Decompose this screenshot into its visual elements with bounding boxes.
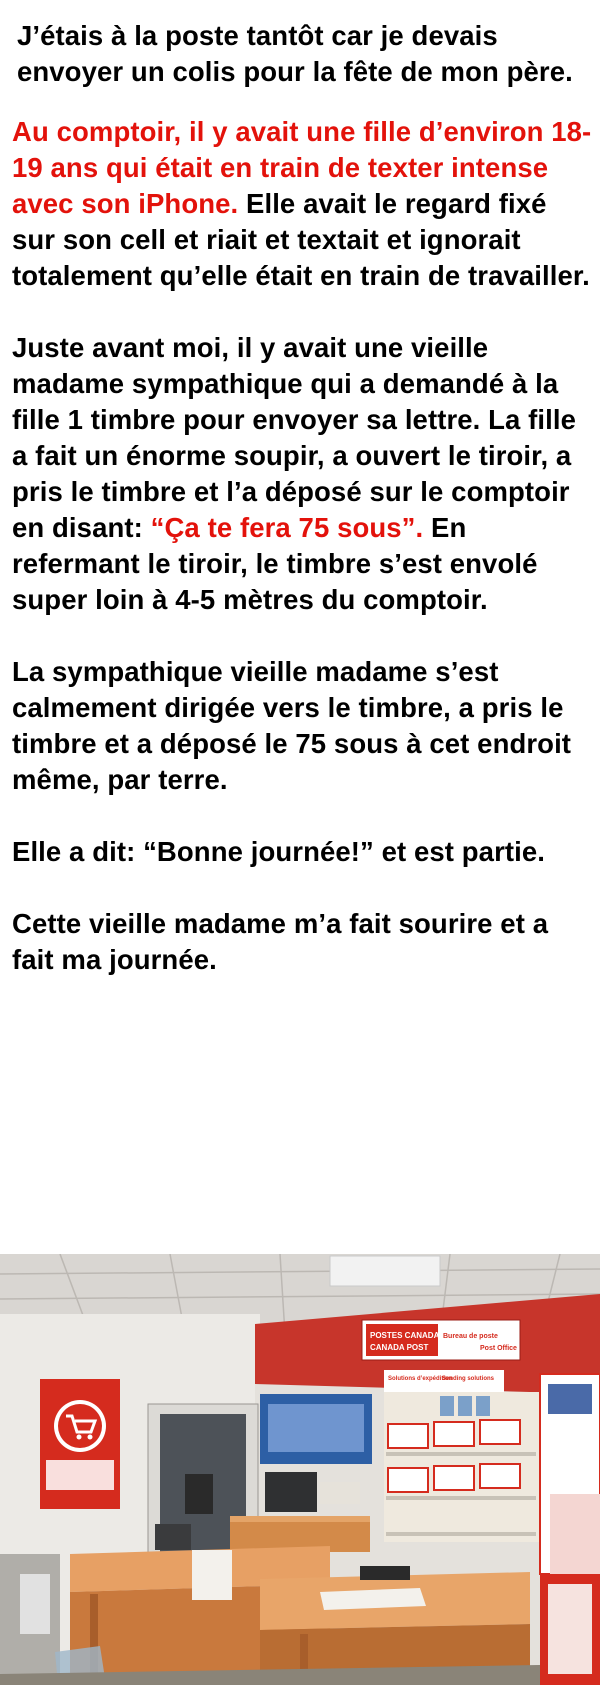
post-office-photo (0, 1254, 600, 1685)
banner-solutions: Solutions d’expédition (388, 1376, 453, 1382)
paragraph-2-text: Elle avait le regard fixé sur son cell et riait et textait et ignorait totalement qu’elle était en train de travailler. (12, 188, 590, 291)
paragraph-1-text: J’étais à la poste tantôt car je devais envoyer un colis pour la fête de mon père. (17, 20, 573, 87)
paragraph-5-text: Elle a dit: “Bonne journée!” et est partie. (12, 836, 546, 867)
paragraph-6-text: Cette vieille madame m’a fait sourire et a fait ma journée. (12, 908, 549, 975)
paragraph-2 (12, 114, 597, 294)
shopping-cart-icon (54, 1400, 106, 1452)
sign-post-office: Post Office (480, 1345, 517, 1352)
paragraph-3-text-b: En refermant le tiroir, le timbre s’est envolé super loin à 4-5 mètres du comptoir. (12, 512, 538, 615)
sign-postes-canada: POSTES CANADA (370, 1331, 440, 1340)
paragraph-5 (12, 834, 597, 870)
paragraph-6 (12, 906, 597, 978)
paragraph-2-highlight: Au comptoir, il y avait une fille d’environ 18-19 ans qui était en train de texter intense avec son iPhone. (12, 116, 592, 219)
sign-bureau-de-poste: Bureau de poste (443, 1333, 498, 1340)
paragraph-4-text: La sympathique vieille madame s’est calmement dirigée vers le timbre, a pris le timbre et a déposé le 75 sous à cet endroit même, par terre. (12, 656, 572, 795)
banner-sending: Sending solutions (442, 1376, 494, 1382)
paragraph-4 (12, 654, 597, 798)
story-text (12, 18, 597, 1014)
paragraph-3 (12, 330, 597, 618)
canada-post-sign (362, 1320, 520, 1360)
sign-canada-post: CANADA POST (370, 1343, 429, 1352)
paragraph-3-quote: “Ça te fera 75 sous”. (150, 512, 424, 543)
paragraph-1 (12, 18, 597, 90)
paragraph-3-text-a: Juste avant moi, il y avait une vieille madame sympathique qui a demandé à la fille 1 timbre pour envoyer sa lettre. La fille a fait un énorme soupir, a ouvert le tiroir, a pris le timbre et l’a déposé sur le comptoir en disant: (12, 332, 577, 543)
